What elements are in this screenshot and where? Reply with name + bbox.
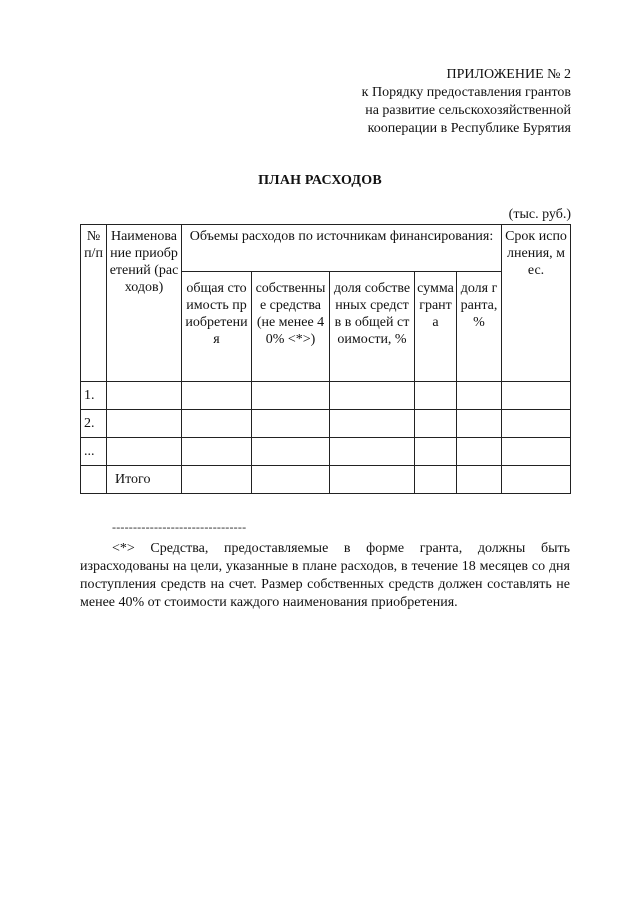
table-cell <box>81 466 107 494</box>
footnote-text: <*> Средства, предоставляемые в форме гранта, должны быть израсходованы на цели, указанные в плане расходов, в течение 18 месяцев со дня поступления средств на счет. Размер собственных средств должен составлять не менее 40% от стоимости каждого наименования приобретения. <box>80 541 570 610</box>
table-row <box>81 410 571 438</box>
total-label: Итого <box>107 466 182 494</box>
table-cell <box>415 466 457 494</box>
table-cell <box>457 438 502 466</box>
table-cell <box>415 410 457 438</box>
table-cell <box>415 438 457 466</box>
row-number: 1. <box>81 382 107 410</box>
table-header-row <box>81 225 571 272</box>
unit-label: (тыс. руб.) <box>508 207 571 222</box>
table-cell <box>252 438 330 466</box>
table-cell <box>457 410 502 438</box>
header-own-funds: собственные средства (не менее 40% <*>) <box>252 272 330 382</box>
document-title: ПЛАН РАСХОДОВ <box>258 173 382 188</box>
header-funding-volumes: Объемы расходов по источникам финансирования: <box>182 225 502 272</box>
appendix-line: кооперации в Республике Бурятия <box>367 121 571 136</box>
appendix-line: на развитие сельскохозяйственной <box>365 103 571 118</box>
row-number: ... <box>81 438 107 466</box>
table-cell <box>457 382 502 410</box>
table-cell <box>107 410 182 438</box>
table-row <box>81 438 571 466</box>
header-own-funds-share: доля собственных средств в общей стоимости, % <box>330 272 415 382</box>
table-cell <box>107 438 182 466</box>
table-cell <box>330 382 415 410</box>
table-cell <box>182 382 252 410</box>
table-cell <box>502 382 571 410</box>
table-cell <box>252 382 330 410</box>
header-term: Срок исполнения, мес. <box>502 225 571 382</box>
expense-plan-table <box>80 224 571 494</box>
appendix-title: ПРИЛОЖЕНИЕ № 2 <box>446 67 571 82</box>
table-cell <box>330 438 415 466</box>
header-grant-amount: сумма гранта <box>415 272 457 382</box>
header-number: № п/п <box>81 225 107 382</box>
table-cell <box>330 410 415 438</box>
table-total-row <box>81 466 571 494</box>
table-cell <box>502 410 571 438</box>
table-cell <box>182 466 252 494</box>
table-row <box>81 382 571 410</box>
table-cell <box>182 438 252 466</box>
table-cell <box>415 382 457 410</box>
header-total-cost: общая стоимость приобретения <box>182 272 252 382</box>
header-item-name: Наименование приобретений (расходов) <box>107 225 182 382</box>
row-number: 2. <box>81 410 107 438</box>
footnote-separator: -------------------------------- <box>112 520 247 534</box>
appendix-header <box>362 66 571 138</box>
table-cell <box>107 382 182 410</box>
table-cell <box>252 466 330 494</box>
table-cell <box>457 466 502 494</box>
table-cell <box>502 466 571 494</box>
header-grant-share: доля гранта, % <box>457 272 502 382</box>
table-cell <box>330 466 415 494</box>
appendix-line: к Порядку предоставления грантов <box>361 85 571 100</box>
table-cell <box>182 410 252 438</box>
table-cell <box>252 410 330 438</box>
table-cell <box>502 438 571 466</box>
